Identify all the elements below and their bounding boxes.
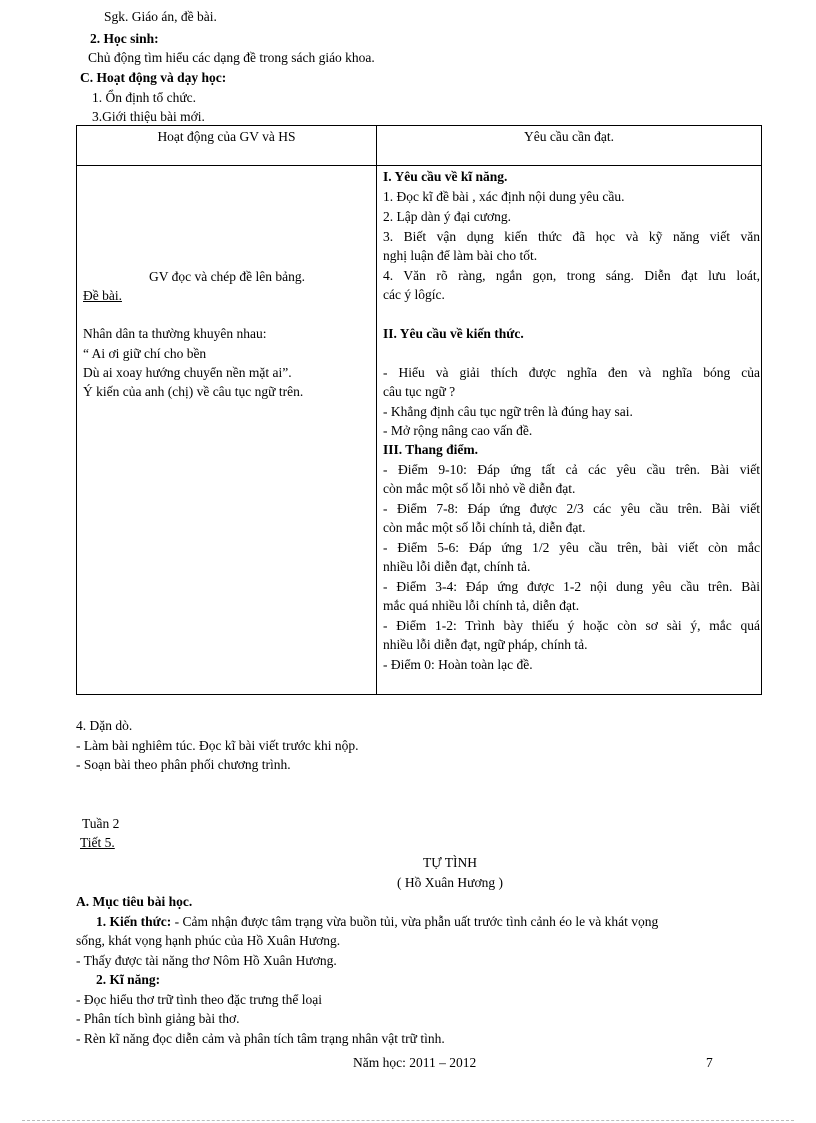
score-5a: - Điểm 1-2: Trình bày thiếu ý hoặc còn sơ sài ý, mắc quá — [383, 618, 760, 633]
topic-line-1: Nhân dân ta thường khuyên nhau: — [83, 326, 267, 341]
knowledge-1a: - Hiểu và giải thích được nghĩa đen và nghĩa bóng của — [383, 365, 760, 380]
item-3: 3.Giới thiệu bài mới. — [92, 109, 205, 124]
materials-line: Sgk. Giáo án, đề bài. — [104, 9, 217, 24]
knowledge-text: - Cảm nhận được tâm trạng vừa buồn tủi, vừa phẫn uất trước tình cảnh éo le và khát vọng — [171, 914, 659, 929]
right-cell — [377, 166, 762, 695]
section-a-heading: A. Mục tiêu bài học. — [76, 894, 193, 909]
topic-label: Đề bài. — [83, 288, 122, 303]
col2-header: Yêu cầu cần đạt. — [377, 126, 762, 166]
item-1: 1. Ổn định tổ chức. — [92, 90, 197, 105]
skill-4a: 4. Văn rõ ràng, ngắn gọn, trong sáng. Diễn đạt lưu loát, — [383, 268, 760, 283]
score-5b: nhiều lỗi diễn đạt, ngữ pháp, chính tả. — [383, 637, 588, 652]
skills-req-heading: I. Yêu cầu về kĩ năng. — [383, 169, 508, 184]
knowledge-req-heading: II. Yêu cầu về kiến thức. — [383, 326, 524, 341]
page-number: 7 — [706, 1055, 713, 1070]
topic-line-2: “ Ai ơi giữ chí cho bền — [83, 346, 207, 361]
score-2b: còn mắc một số lỗi chính tả, diễn đạt. — [383, 520, 586, 535]
score-1a: - Điểm 9-10: Đáp ứng tất cả các yêu cầu trên. Bài viết — [383, 462, 760, 477]
skill-line-1: - Đọc hiểu thơ trữ tình theo đặc trưng thể loại — [76, 992, 322, 1007]
skills-heading: 2. Kĩ năng: — [96, 972, 161, 987]
knowledge-paragraph — [96, 914, 658, 930]
skill-line-3: - Rèn kĩ năng đọc diễn cảm và phân tích tâm trạng nhân vật trữ tình. — [76, 1031, 445, 1046]
activity-table — [76, 125, 762, 695]
week-label: Tuần 2 — [82, 816, 120, 831]
instruction-1: - Làm bài nghiêm túc. Đọc kĩ bài viết trước khi nộp. — [76, 738, 359, 753]
teacher-action: GV đọc và chép đề lên bảng. — [148, 269, 306, 284]
left-cell — [77, 166, 377, 695]
skill-1: 1. Đọc kĩ đề bài , xác định nội dung yêu cầu. — [383, 189, 625, 204]
instruction-2: - Soạn bài theo phân phối chương trình. — [76, 757, 291, 772]
knowledge-2: - Khẳng định câu tục ngữ trên là đúng hay sai. — [383, 404, 633, 419]
section-c-heading: C. Hoạt động và dạy học: — [80, 70, 227, 85]
knowledge-text-2: sống, khát vọng hạnh phúc của Hồ Xuân Hương. — [76, 933, 341, 948]
lesson-title: TỰ TÌNH — [422, 855, 478, 870]
topic-line-3: Dù ai xoay hướng chuyển nền mặt ai”. — [83, 365, 292, 380]
period-label: Tiết 5. — [80, 835, 115, 850]
skill-2: 2. Lập dàn ý đại cương. — [383, 209, 512, 224]
skill-line-2: - Phân tích bình giảng bài thơ. — [76, 1011, 240, 1026]
score-4b: mắc quá nhiều lỗi chính tả, diễn đạt. — [383, 598, 580, 613]
score-4a: - Điểm 3-4: Đáp ứng được 1-2 nội dung yêu cầu trên. Bài — [383, 579, 760, 594]
scoring-heading: III. Thang điểm. — [383, 442, 479, 457]
skill-4b: các ý lôgíc. — [383, 287, 445, 302]
col1-header: Hoạt động của GV và HS — [77, 126, 377, 166]
talent-line: - Thấy được tài năng thơ Nôm Hồ Xuân Hương. — [76, 953, 337, 968]
score-2a: - Điểm 7-8: Đáp ứng được 2/3 các yêu cầu trên. Bài viết — [383, 501, 760, 516]
page-bottom-divider — [22, 1120, 794, 1121]
knowledge-3: - Mở rộng nâng cao vấn đề. — [383, 423, 533, 438]
topic-line-4: Ý kiến của anh (chị) về câu tục ngữ trên. — [83, 384, 304, 399]
score-6: - Điểm 0: Hoàn toàn lạc đề. — [383, 657, 533, 672]
knowledge-label: 1. Kiến thức: — [96, 914, 172, 929]
knowledge-1b: câu tục ngữ ? — [383, 384, 456, 399]
students-heading: 2. Học sinh: — [90, 31, 159, 46]
students-text: Chủ động tìm hiểu các dạng đề trong sách giáo khoa. — [88, 50, 375, 65]
item-4: 4. Dặn dò. — [76, 718, 133, 733]
lesson-author: ( Hồ Xuân Hương ) — [397, 875, 503, 890]
score-3b: nhiều lỗi diễn đạt, chính tả. — [383, 559, 531, 574]
score-1b: còn mắc một số lỗi nhỏ về diễn đạt. — [383, 481, 576, 496]
school-year: Năm học: 2011 – 2012 — [353, 1055, 477, 1070]
skill-3a: 3. Biết vận dụng kiến thức đã học và kỹ năng viết văn — [383, 229, 760, 244]
score-3a: - Điểm 5-6: Đáp ứng 1/2 yêu cầu trên, bài viết còn mắc — [383, 540, 760, 555]
skill-3b: nghị luận để làm bài cho tốt. — [383, 248, 538, 263]
